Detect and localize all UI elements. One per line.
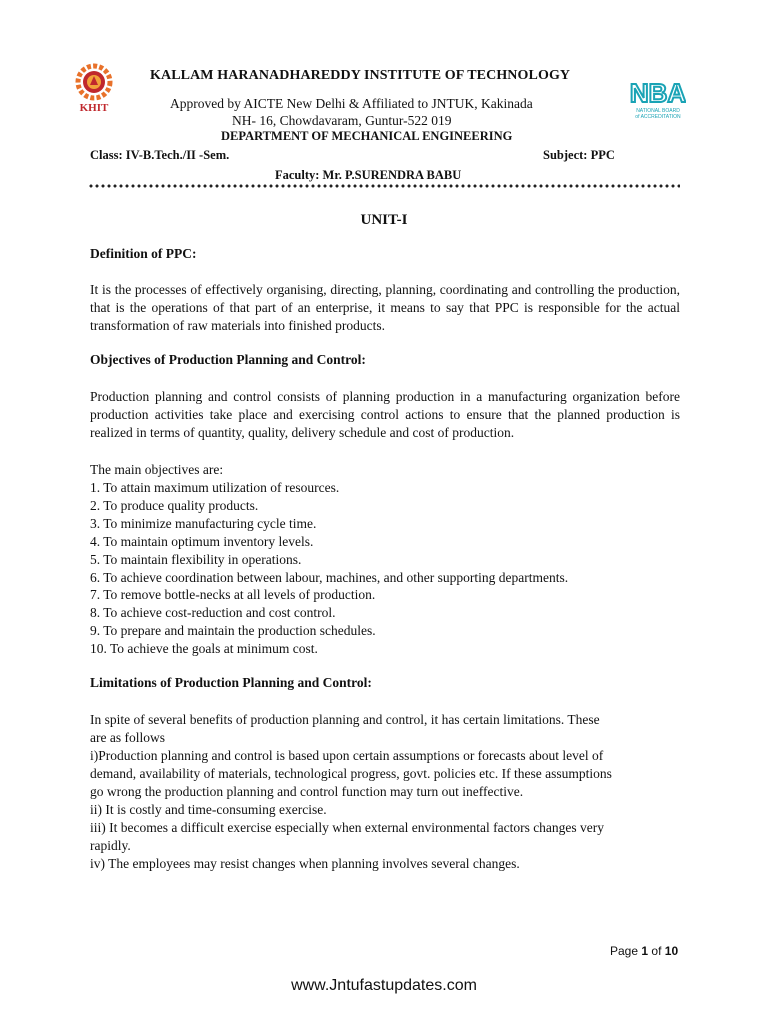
limitations-line: are as follows [90, 730, 165, 745]
page-label: Page [610, 944, 639, 958]
dotted-divider [88, 183, 680, 189]
list-item: 9. To prepare and maintain the production schedules. [90, 623, 376, 639]
limitations-line: i)Production planning and control is based upon certain assumptions or forecasts about level of [90, 748, 604, 763]
objectives-paragraph: Production planning and control consists of planning production in a manufacturing organization before production activities take place and exercising control actions to ensure that the planned production is realized in terms of quantity, quality, delivery schedule and cost of production. [90, 389, 680, 440]
page-current: 1 [641, 944, 649, 958]
list-item: 3. To minimize manufacturing cycle time. [90, 515, 317, 531]
limitations-block [90, 711, 690, 873]
objectives-heading: Objectives of Production Planning and Control: [90, 352, 366, 367]
footer-url[interactable]: www.Jntufastupdates.com [291, 977, 477, 994]
objectives-intro: The main objectives are: [90, 462, 224, 477]
faculty-label: Faculty: Mr. P.SURENDRA BABU [275, 168, 462, 182]
limitations-line: iv) The employees may resist changes when planning involves several changes. [90, 856, 520, 871]
page-total: 10 [664, 944, 679, 958]
limitations-line: demand, availability of materials, technological progress, govt. policies etc. If these assumptions [90, 766, 612, 781]
limitations-line: rapidly. [90, 838, 131, 853]
list-item: 1. To attain maximum utilization of resources. [90, 480, 340, 495]
list-item: 5. To maintain flexibility in operations. [90, 551, 302, 567]
unit-title: UNIT-I [360, 212, 408, 228]
list-item: 7. To remove bottle-necks at all levels of production. [90, 587, 376, 603]
list-item: 8. To achieve cost-reduction and cost control. [90, 605, 336, 621]
definition-paragraph: It is the processes of effectively organising, directing, planning, coordinating and controlling the production, that is the operations of that part of an enterprise, it means to say that PPC is responsible for the actual transformation of raw materials into finished products. [90, 282, 680, 333]
khit-logo [66, 60, 122, 114]
limitations-line: In spite of several benefits of production planning and control, it has certain limitations. These [90, 712, 600, 727]
nba-logo [630, 74, 686, 124]
nba-logo-text: NBA [630, 78, 686, 108]
limitations-line: iii) It becomes a difficult exercise especially when external environmental factors changes very [90, 820, 605, 835]
list-item: 4. To maintain optimum inventory levels. [90, 533, 314, 549]
limitations-heading: Limitations of Production Planning and Control: [90, 675, 372, 690]
nba-logo-sub1: NATIONAL BOARD [636, 108, 680, 114]
page-number [610, 944, 678, 958]
objectives-list [90, 479, 568, 658]
khit-logo-text: KHIT [79, 102, 109, 114]
limitations-line: go wrong the production planning and control function may turn out ineffective. [90, 784, 524, 799]
list-item: 6. To achieve coordination between labour, machines, and other supporting departments. [90, 569, 569, 585]
list-item: 10. To achieve the goals at minimum cost. [90, 641, 318, 657]
list-item: 2. To produce quality products. [90, 497, 259, 513]
nba-logo-sub2: of ACCREDITATION [635, 114, 681, 120]
limitations-line: ii) It is costly and time-consuming exercise. [90, 802, 327, 817]
subject-label: Subject: PPC [543, 148, 615, 162]
department-name: DEPARTMENT OF MECHANICAL ENGINEERING [221, 129, 513, 143]
page-of: of [651, 944, 662, 958]
approval-line: Approved by AICTE New Delhi & Affiliated to JNTUK, Kakinada [170, 96, 533, 111]
address-line: NH- 16, Chowdavaram, Guntur-522 019 [232, 113, 452, 128]
institute-name: KALLAM HARANADHAREDDY INSTITUTE OF TECHNOLOGY [150, 68, 571, 83]
class-label: Class: IV-B.Tech./II -Sem. [90, 148, 230, 162]
definition-heading: Definition of PPC: [90, 246, 197, 261]
